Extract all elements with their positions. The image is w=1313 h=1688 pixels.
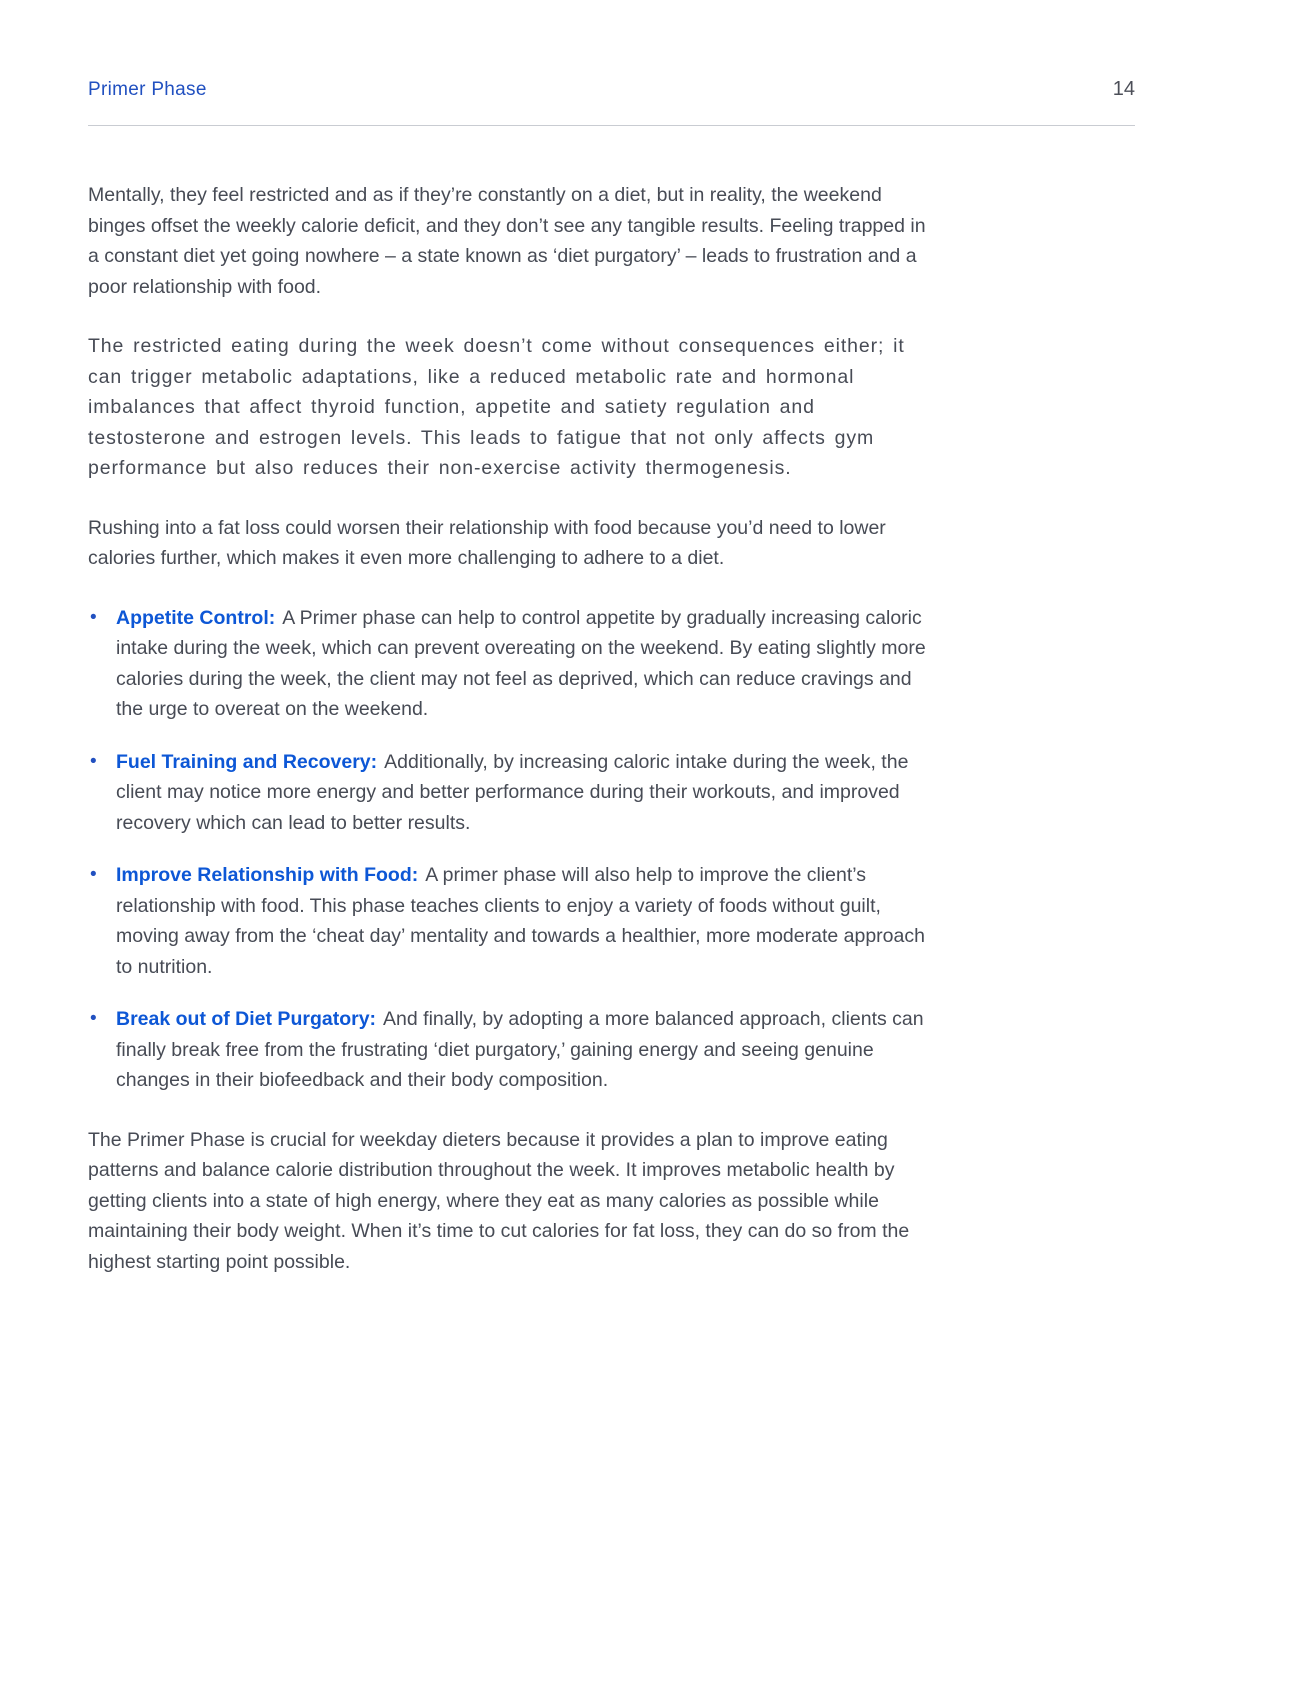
bullet-list xyxy=(88,603,926,1096)
list-item xyxy=(88,1004,926,1096)
paragraph: Mentally, they feel restricted and as if they’re constantly on a diet, but in reality, the weekend binges offset the weekly calorie deficit, and they don’t see any tangible results. Feeling trapped in a constant diet yet going nowhere – a state known as ‘diet purgatory’ – leads to frustration and a poor relationship with food. xyxy=(88,184,926,298)
header-divider xyxy=(88,125,1135,126)
closing-paragraph: The Primer Phase is crucial for weekday dieters because it provides a plan to improve eating patterns and balance calorie distribution throughout the week. It improves metabolic health by getting clients into a state of high energy, where they eat as many calories as possible while maintaining their body weight. When it’s time to cut calories for fat loss, they can do so from the highest starting point possible. xyxy=(88,1128,910,1273)
bullet-icon: • xyxy=(90,864,97,885)
bullet-icon: • xyxy=(90,750,97,772)
list-item xyxy=(88,860,926,982)
running-header-title: Primer Phase xyxy=(88,79,207,100)
bullet-text: A Primer phase can help to control appetite by gradually increasing caloric intake during the week, which can prevent overeating on the weekend. By eating slightly more calories during the week, the client may not feel as deprived, which can reduce cravings and the urge to overeat on the weekend. xyxy=(116,606,926,720)
paragraph: The restricted eating during the week doesn’t come without consequences either; it can trigger metabolic adaptations, like a reduced metabolic rate and hormonal imbalances that affect thyroid function, appetite and satiety regulation and testosterone and estrogen levels. This leads to fatigue that not only affects gym performance but also reduces their non-exercise activity thermogenesis. xyxy=(88,335,905,479)
body-content xyxy=(88,180,926,1277)
bullet-text: Additionally, by increasing caloric intake during the week, the client may notice more energy and better performance during their workouts, and improved recovery which can lead to better results. xyxy=(116,750,909,834)
list-item xyxy=(88,603,926,725)
bullet-title: Break out of Diet Purgatory: xyxy=(116,1008,377,1030)
bullet-icon: • xyxy=(90,606,97,628)
bullet-title: Appetite Control: xyxy=(116,606,276,629)
bullet-title: Improve Relationship with Food: xyxy=(116,864,419,886)
bullet-text: A primer phase will also help to improve the client’s relationship with food. This phase teaches clients to enjoy a variety of foods without guilt, moving away from the ‘cheat day’ mentality and towards a healthier, more moderate approach to nutrition. xyxy=(116,864,925,978)
page-number: 14 xyxy=(1112,78,1135,100)
bullet-title: Fuel Training and Recovery: xyxy=(116,750,378,773)
list-item xyxy=(88,747,926,839)
bullet-text: And finally, by adopting a more balanced approach, clients can finally break free from the frustrating ‘diet purgatory,’ gaining energy and seeing genuine changes in their biofeedback and their body composition. xyxy=(116,1008,924,1091)
bullet-icon: • xyxy=(90,1008,97,1029)
paragraph: Rushing into a fat loss could worsen their relationship with food because you’d need to lower calories further, which makes it even more challenging to adhere to a diet. xyxy=(88,516,886,569)
page-header xyxy=(88,78,1135,101)
